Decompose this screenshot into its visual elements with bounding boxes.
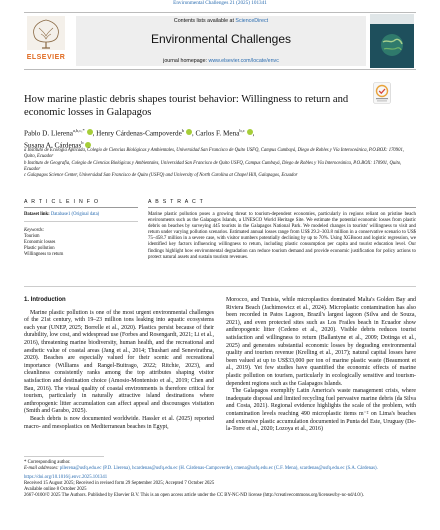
paragraph: The Galapagos exemplify Latin America's waste management crisis, where inadequate disposal and limited recycling fuel pervasive marine debris (da Silva and Costa, 2021). Regional evidence highlights the scale of the problem, with contamination levels reaching 490 microplastic items m⁻² on Lima's beaches and extensive plastic accumulation documented in Punta del Este, Uruguay (De-la-Torre et al., 2020; Lozoya et al., 2016) <box>226 388 416 433</box>
divider <box>24 286 416 287</box>
copyright-notice: 2667-0100/© 2025 The Authors. Published by Elsevier B.V. This is an open access article under the CC BY-NC-ND license (http://creativecommons.org/licenses/by-nc-nd/4.0/). <box>24 493 364 498</box>
affiliation-item: b Instituto de Geografía, Colegio de Ciencias Biológicas y Ambientales, Universidad San Francisco de Quito USFQ, Campus Cumbayá, Diego de Robles y Vía Interoceánica, P.O.BOX: 170901, Quito, Ecuador <box>24 160 402 172</box>
homepage-line: journal homepage: www.elsevier.com/locate/envc <box>163 58 279 64</box>
author-name[interactable]: Pablo D. Llerena <box>24 129 73 138</box>
elsevier-tree-logo-icon <box>27 16 65 50</box>
journal-title: Environmental Challenges <box>150 32 292 46</box>
orcid-icon[interactable] <box>87 129 93 135</box>
paragraph: Morocco, and Tunisia, while microplastics dominated Malta's Golden Bay and Riviera Beach (Jachimowicz et al., 2024). Microplastic contamination has also been recorded in Patos Lagoon, Brazil's largest lagoon (Silva and de Souza, 2021), and even protected sites such as Los Frailes beach in Ecuador show anthropogenic litter (Cedeno et al., 2020). Visible debris reduces tourist satisfaction and willingness to return (Ballantyne et al., 2009; Dotinga et al., 2025) and generates substantial economic losses by degrading environmental quality and tourism revenue (Krelling et al., 2017); natural capital losses have been valued at up to US$33,000 per ton of marine plastic waste (Beaumont et al., 2019). Yet few studies have quantified the economic effects of marine plastic pollution on tourism, particularly in ecologically sensitive and tourism-dependent regions such as the Galapagos Islands. <box>226 297 416 387</box>
email-addresses[interactable]: pllerena@usfq.edu.ec (P.D. Llerena), hcardenas@usfq.edu.ec (H. Cárdenas-Campoverde), cmena@usfq.edu.ec (C.F. Mena), scardenas@usfq.edu.ec (S.A. Cárdenas). <box>59 466 378 471</box>
journal-reference[interactable]: Environmental Challenges 21 (2025) 101341 <box>173 0 267 6</box>
received-dates: Received 15 August 2025; Received in revised form 29 September 2025; Accepted 7 October 2025 <box>24 481 215 486</box>
paragraph: Beach debris is now documented worldwide. Hassler et al. (2025) reported macro- and mesoplastics on Mediterranean beaches in Egypt, <box>24 415 214 430</box>
section-heading: 1. Introduction <box>24 297 66 303</box>
author-affiliation-marks: b,c <box>239 128 245 133</box>
orcid-icon[interactable] <box>186 129 192 135</box>
journal-cover-band <box>370 14 414 24</box>
divider <box>24 207 138 208</box>
affiliation-item: c Galapagos Science Center, Universidad San Francisco de Quito (USFQ) and University of North Carolina at Chapel Hill, Galapagos, Ecuador <box>24 173 298 179</box>
orcid-icon[interactable] <box>85 142 91 148</box>
journal-homepage-link[interactable]: www.elsevier.com/locate/envc <box>208 58 279 64</box>
body-left-column <box>24 297 214 431</box>
keywords-label: Keywords: <box>24 228 45 233</box>
footnote-divider <box>24 456 104 457</box>
divider <box>24 221 138 222</box>
keyword-item: Willingness to return <box>24 252 64 257</box>
check-for-updates-icon[interactable] <box>373 82 391 104</box>
divider <box>148 207 416 208</box>
orcid-icon[interactable] <box>247 129 253 135</box>
dataset-link[interactable]: Database1 (Original data) <box>50 212 100 217</box>
footer <box>24 460 416 499</box>
author-list: Pablo D. Llerena$^{a,b,c,*}$ , Henry Cárdenas-Campoverde$^b$ , Carlos F. Mena$^{b,c}$ , Susana A. Cárdenas$^b$ <box>24 128 255 150</box>
author-name[interactable]: Susana A. Cárdenas <box>24 141 82 150</box>
sciencedirect-link[interactable]: ScienceDirect <box>235 18 269 24</box>
dataset-line: Dataset link: Database1 (Original data) <box>24 212 100 217</box>
keywords-block <box>24 228 124 258</box>
abstract-text: Marine plastic pollution poses a growing threat to tourism-dependent economies, particularly in regions reliant on pristine beach environments such as the Galapagos Islands, a UNESCO World Heritage Site. We estimate the potential economic losses from plastic debris on beaches by surveying 445 tourists in the Galapagos National Park. We modeled changes in tourists' willingness to visit and return under varying pollution scenarios. Estimated annual losses range from US$ 29.2–303.8 million in a conservative scenario to US$ 75–458.7 million in a severe case, with visitor numbers potentially declining by up to 70%. Using XGBoost and logistic regression, we identified key factors influencing willingness to return, including plastic consumption per capita and tourist education level. Our findings highlight how environmental degradation can reduce tourism demand and provide economic justification for policy actions to protect natural assets and sustain tourism revenues. <box>148 212 416 260</box>
article-info-heading: A R T I C L E I N F O <box>24 199 100 205</box>
cover-globe-icon <box>378 30 406 60</box>
contents-line: Contents lists available at ScienceDirect <box>173 18 269 24</box>
author-affiliation-marks: b <box>181 128 185 133</box>
article-title: How marine plastic debris shapes tourist behavior: Willingness to return and economic losses in Galapagos <box>24 94 349 118</box>
abstract-heading: A B S T R A C T <box>148 199 205 205</box>
keyword-item: Plastic pollution <box>24 246 55 251</box>
keyword-item: Tourism <box>24 234 40 239</box>
author-affiliation-marks: a,b,c,* <box>72 128 85 133</box>
available-online: Available online 8 October 2025 <box>24 487 87 492</box>
email-line: E-mail addresses: pllerena@usfq.edu.ec (P.D. Llerena), hcardenas@usfq.edu.ec (H. Cárdenas-Campoverde), cmena@usfq.edu.ec (C.F. Mena), scardenas@usfq.edu.ec (S.A. Cárdenas). <box>24 466 378 471</box>
author-name[interactable]: Carlos F. Mena <box>195 129 240 138</box>
affiliation-list <box>24 148 416 179</box>
author-name[interactable]: Henry Cárdenas-Campoverde <box>96 129 182 138</box>
keyword-item: Economic losses <box>24 240 56 245</box>
doi-link[interactable]: https://doi.org/10.1016/j.envc.2025.101341 <box>24 475 108 480</box>
publisher-name: ELSEVIER <box>26 54 66 61</box>
author-affiliation-marks: b <box>81 140 84 146</box>
corresponding-author-note: * Corresponding author. <box>24 460 71 465</box>
paragraph: Marine plastic pollution is one of the most urgent environmental challenges of the 21st century, with 19–23 million tons leaking into aquatic ecosystems each year (UNEP, 2025; Borrelle et al., 2020). Plastics persist because of their durability, low cost, and widespread use (Forbes and Rosengardt, 2021; Li et al., 2016), threatening marine biodiversity, human health, and the recreational and aesthetic value of coastal areas (Jang et al., 2014; Thushari and Senevirathna, 2020). Beaches are especially valued for their scenic and recreational importance (Williams and Rangel-Buitrago, 2022; Ritchie, 2023), and cleanliness consistently ranks among the top attributes shaping visitor satisfaction and destination choice (Amosio-Montenisio et al., 2019; Chen and Bau, 2016). The visual quality of coastal environments is therefore critical for tourism, particularly in naturally attractive island destinations where anthropogenic litter accumulation can affect appeal and discourages visitation (Smith and Garabo, 2025). <box>24 309 214 415</box>
body-right-column <box>226 297 416 434</box>
affiliation-item: a Instituto de Ecología Aplicada, Colegio de Ciencias Biológicas y Ambientales, Universidad San Francisco de Quito USFQ, Campus Cumbayá, Diego de Robles y Vía Interoceánica, P.O.BOX: 170901, Quito, Ecuador <box>24 148 404 160</box>
